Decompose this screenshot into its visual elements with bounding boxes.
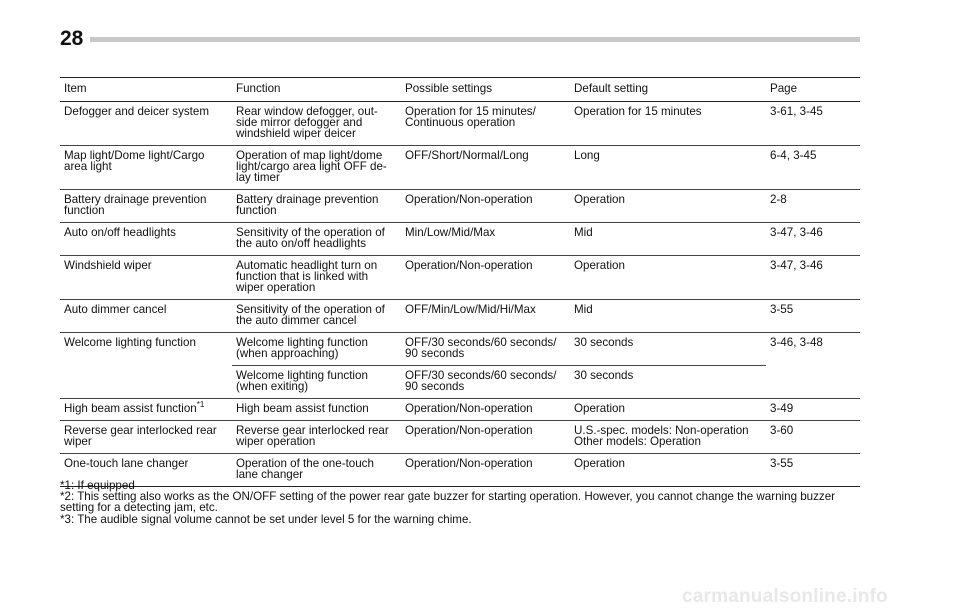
table-row xyxy=(60,223,860,256)
cell-default-setting: Operation xyxy=(570,399,766,421)
table-row xyxy=(60,146,860,190)
cell-possible-settings: Operation/Non-operation xyxy=(401,190,570,223)
cell-default-setting: Long xyxy=(570,146,766,190)
cell-page: 3-61, 3-45 xyxy=(766,102,860,146)
cell-function: Operation of the one-touch lane changer xyxy=(232,454,401,487)
cell-function: Welcome lighting function (when exiting) xyxy=(232,366,401,399)
table-row xyxy=(60,333,860,366)
table-row xyxy=(60,256,860,300)
cell-page: 3-46, 3-48 xyxy=(766,333,860,399)
cell-function: Sensitivity of the operation of the auto dimmer cancel xyxy=(232,300,401,333)
cell-page: 3-55 xyxy=(766,454,860,487)
cell-possible-settings: Operation/Non-operation xyxy=(401,399,570,421)
footnote-1: *1: If equipped xyxy=(60,479,135,492)
cell-default-setting: Operation for 15 minutes xyxy=(570,102,766,146)
cell-default-setting: Operation xyxy=(570,190,766,223)
column-header-page: Page xyxy=(766,78,860,102)
cell-item xyxy=(60,399,232,421)
table-row xyxy=(60,421,860,454)
cell-possible-settings: Operation for 15 minutes/ Continuous operation xyxy=(401,102,570,146)
cell-possible-settings: Operation/Non-operation xyxy=(401,421,570,454)
table-row xyxy=(60,300,860,333)
cell-function: Welcome lighting function (when approaching) xyxy=(232,333,401,366)
cell-item: Windshield wiper xyxy=(60,256,232,300)
column-header-possible-settings: Possible settings xyxy=(401,78,570,102)
cell-possible-settings: OFF/30 seconds/60 seconds/ 90 seconds xyxy=(401,366,570,399)
footnote-3: *3: The audible signal volume cannot be set under level 5 for the warning chime. xyxy=(60,512,472,526)
cell-function: High beam assist function xyxy=(232,399,401,421)
column-header-function: Function xyxy=(232,78,401,102)
cell-item: Auto dimmer cancel xyxy=(60,300,232,333)
cell-item: Defogger and deicer system xyxy=(60,102,232,146)
cell-possible-settings: Operation/Non-operation xyxy=(401,256,570,300)
column-header-item: Item xyxy=(60,78,232,102)
cell-function: Battery drainage prevention function xyxy=(232,190,401,223)
page-header xyxy=(60,28,860,50)
cell-default-setting: Mid xyxy=(570,300,766,333)
cell-item: Map light/Dome light/Cargo area light xyxy=(60,146,232,190)
cell-possible-settings: OFF/Min/Low/Mid/Hi/Max xyxy=(401,300,570,333)
cell-default-setting: Mid xyxy=(570,223,766,256)
cell-page: 3-49 xyxy=(766,399,860,421)
cell-page: 2-8 xyxy=(766,190,860,223)
footnotes xyxy=(60,480,860,525)
cell-function: Operation of map light/dome light/cargo area light OFF de- lay timer xyxy=(232,146,401,190)
cell-item: Battery drainage prevention function xyxy=(60,190,232,223)
cell-default-setting: 30 seconds xyxy=(570,366,766,399)
cell-page: 6-4, 3-45 xyxy=(766,146,860,190)
cell-item: Auto on/off headlights xyxy=(60,223,232,256)
cell-page: 3-47, 3-46 xyxy=(766,256,860,300)
cell-possible-settings: Operation/Non-operation xyxy=(401,454,570,487)
cell-page: 3-55 xyxy=(766,300,860,333)
cell-item-text: High beam assist function xyxy=(64,402,197,415)
table-row xyxy=(60,190,860,223)
cell-possible-settings: OFF/Short/Normal/Long xyxy=(401,146,570,190)
cell-function: Automatic headlight turn on function that is linked with wiper operation xyxy=(232,256,401,300)
cell-default-setting: Operation xyxy=(570,454,766,487)
cell-item: One-touch lane changer xyxy=(60,454,232,487)
cell-item: Reverse gear interlocked rear wiper xyxy=(60,421,232,454)
cell-function: Sensitivity of the operation of the auto on/off headlights xyxy=(232,223,401,256)
cell-function: Reverse gear interlocked rear wiper operation xyxy=(232,421,401,454)
cell-possible-settings: Min/Low/Mid/Max xyxy=(401,223,570,256)
cell-default-setting: 30 seconds xyxy=(570,333,766,366)
header-rule xyxy=(90,37,860,42)
table-header-row xyxy=(60,78,860,102)
cell-default-setting: Operation xyxy=(570,256,766,300)
watermark: carmanualsonline.info xyxy=(682,586,888,607)
settings-table xyxy=(60,77,860,487)
page-number: 28 xyxy=(60,27,84,50)
cell-default-setting: U.S.-spec. models: Non-operation Other models: Operation xyxy=(570,421,766,454)
cell-function: Rear window defogger, out- side mirror defogger and windshield wiper deicer xyxy=(232,102,401,146)
table-row xyxy=(60,102,860,146)
cell-item: Welcome lighting function xyxy=(60,333,232,399)
cell-page: 3-60 xyxy=(766,421,860,454)
cell-possible-settings: OFF/30 seconds/60 seconds/ 90 seconds xyxy=(401,333,570,366)
table-row xyxy=(60,399,860,421)
footnote-marker: *1 xyxy=(196,400,205,410)
cell-page: 3-47, 3-46 xyxy=(766,223,860,256)
footnote-2: *2: This setting also works as the ON/OFF setting of the power rear gate buzzer for starting operation. However, you cannot change the warning buzzer setting for a detecting jam, etc. xyxy=(60,490,836,515)
column-header-default-setting: Default setting xyxy=(570,78,766,102)
